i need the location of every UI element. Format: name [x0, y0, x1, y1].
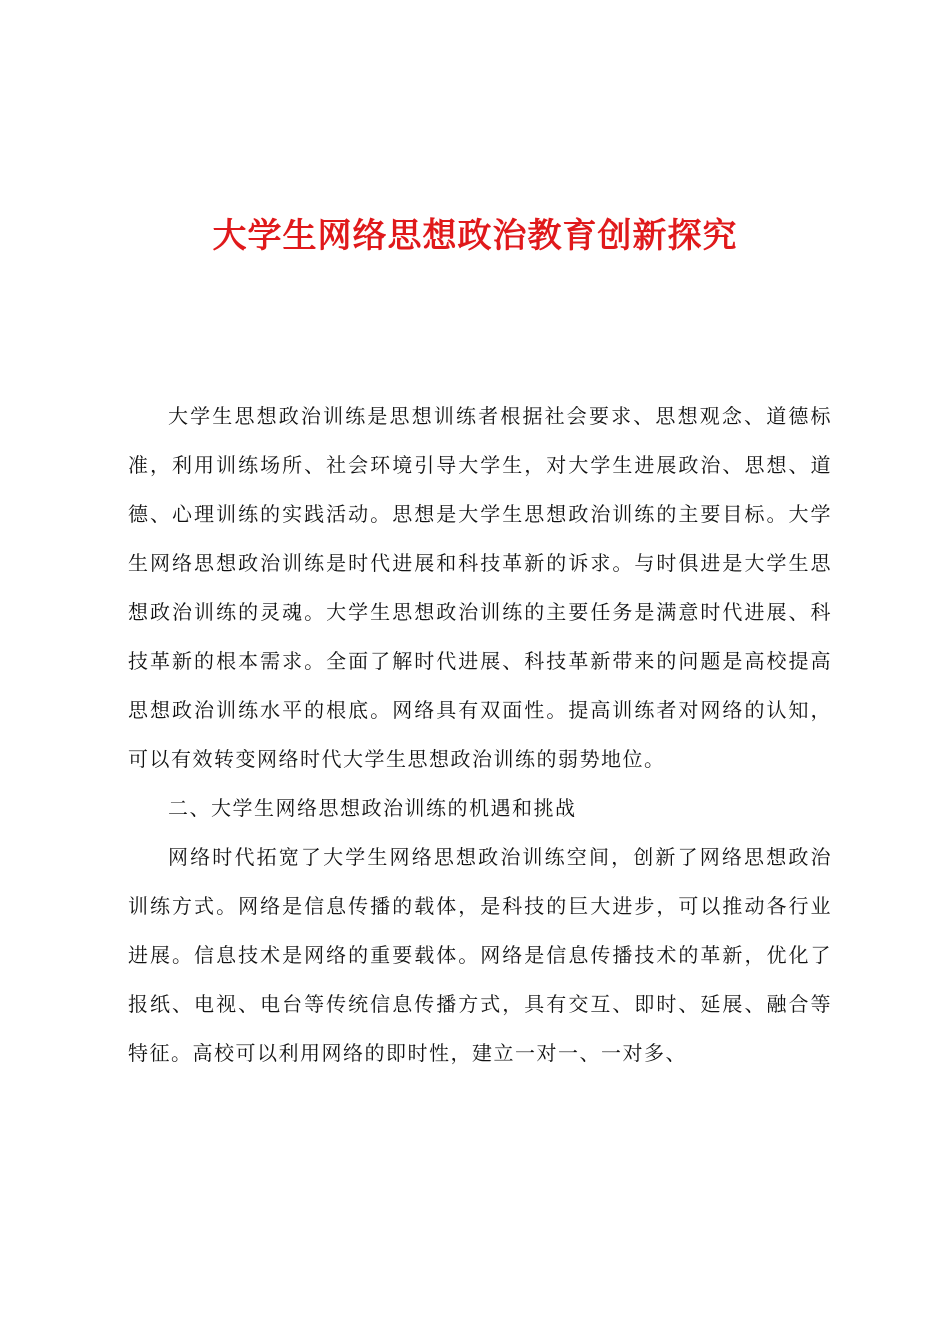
document-body — [128, 392, 832, 1078]
document-title: 大学生网络思想政治教育创新探究 — [212, 216, 738, 256]
paragraph-opportunities: 网络时代拓宽了大学生网络思想政治训练空间，创新了网络思想政治训练方式。网络是信息传播的载体，是科技的巨大进步，可以推动各行业进展。信息技术是网络的重要载体。网络是信息传播技术的革新，优化了报纸、电视、电台等传统信息传播方式，具有交互、即时、延展、融合等特征。高校可以利用网络的即时性，建立一对一、一对多、 — [128, 845, 832, 1065]
section-heading: 二、大学生网络思想政治训练的机遇和挑战 — [168, 796, 577, 820]
paragraph-intro: 大学生思想政治训练是思想训练者根据社会要求、思想观念、道德标准，利用训练场所、社会环境引导大学生，对大学生进展政治、思想、道德、心理训练的实践活动。思想是大学生思想政治训练的主要目标。大学生网络思想政治训练是时代进展和科技革新的诉求。与时俱进是大学生思想政治训练的灵魂。大学生思想政治训练的主要任务是满意时代进展、科技革新的根本需求。全面了解时代进展、科技革新带来的问题是高校提高思想政治训练水平的根底。网络具有双面性。提高训练者对网络的认知，可以有效转变网络时代大学生思想政治训练的弱势地位。 — [128, 404, 832, 771]
